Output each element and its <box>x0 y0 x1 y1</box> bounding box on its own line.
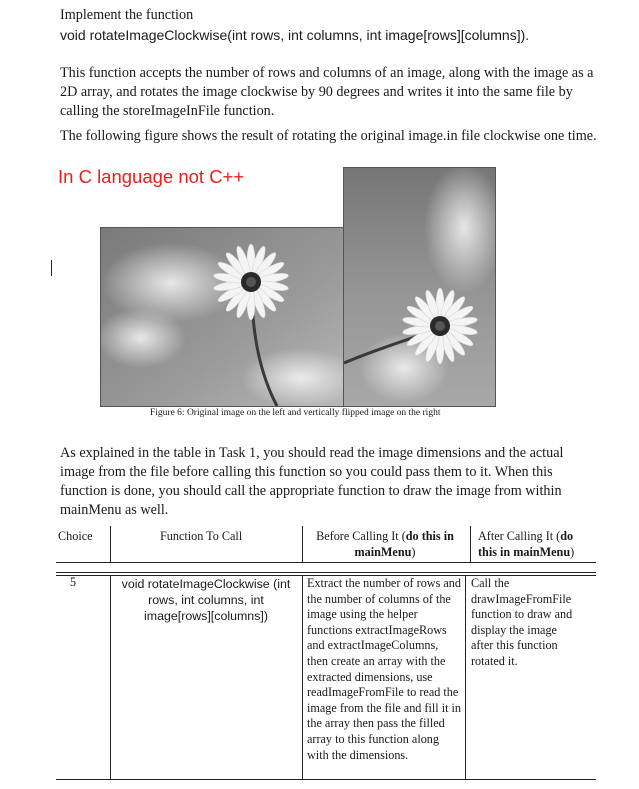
table-cell-function: void rotateImageClockwise (int rows, int columns, int image[rows][columns]) <box>121 577 291 623</box>
table-cell-choice: 5 <box>70 575 77 589</box>
table-cell-before: Extract the number of rows and the number of columns of the image using the helper functions extractImageRows and extractImageColumns, then create an array with the extracted dimensions, use readImageFromFile to read the image from the file and fill it in the array then pass the filled array to this function along with the dimensions. <box>307 576 461 762</box>
text-cursor <box>51 260 52 276</box>
language-note: In C language not C++ <box>58 166 245 187</box>
description-paragraph: This function accepts the number of rows and columns of an image, along with the image as a 2D array, and rotates the image clockwise by 90 degrees and writes it into the same file by calling the storeImageInFile function. <box>60 65 594 119</box>
instructions-paragraph: As explained in the table in Task 1, you should read the image dimensions and the actual image from the file before calling this function so you could pass them to it. When this function is done, you should call the appropriate function to draw the image from within mainMenu as well. <box>60 445 564 518</box>
flower-photo-original <box>101 228 345 406</box>
task-heading: Implement the function <box>60 7 194 23</box>
figure-intro-paragraph: The following figure shows the result of rotating the original image.in file clockwise one time. <box>60 128 597 144</box>
table-cell-after: Call the drawImageFromFile function to draw and display the image after this function rotated it. <box>471 576 573 668</box>
function-signature: void rotateImageClockwise(int rows, int columns, int image[rows][columns]). <box>60 27 530 43</box>
rotated-image <box>343 167 496 407</box>
header-choice: Choice <box>58 529 93 543</box>
flower-photo-rotated <box>344 168 495 406</box>
header-function: Function To Call <box>160 529 243 543</box>
original-image <box>100 227 346 407</box>
header-before: Before Calling It (do this in mainMenu) <box>316 529 454 559</box>
figure-caption: Figure 6: Original image on the left and vertically flipped image on the right <box>150 408 441 418</box>
header-after: After Calling It (do this in mainMenu) <box>478 529 575 559</box>
